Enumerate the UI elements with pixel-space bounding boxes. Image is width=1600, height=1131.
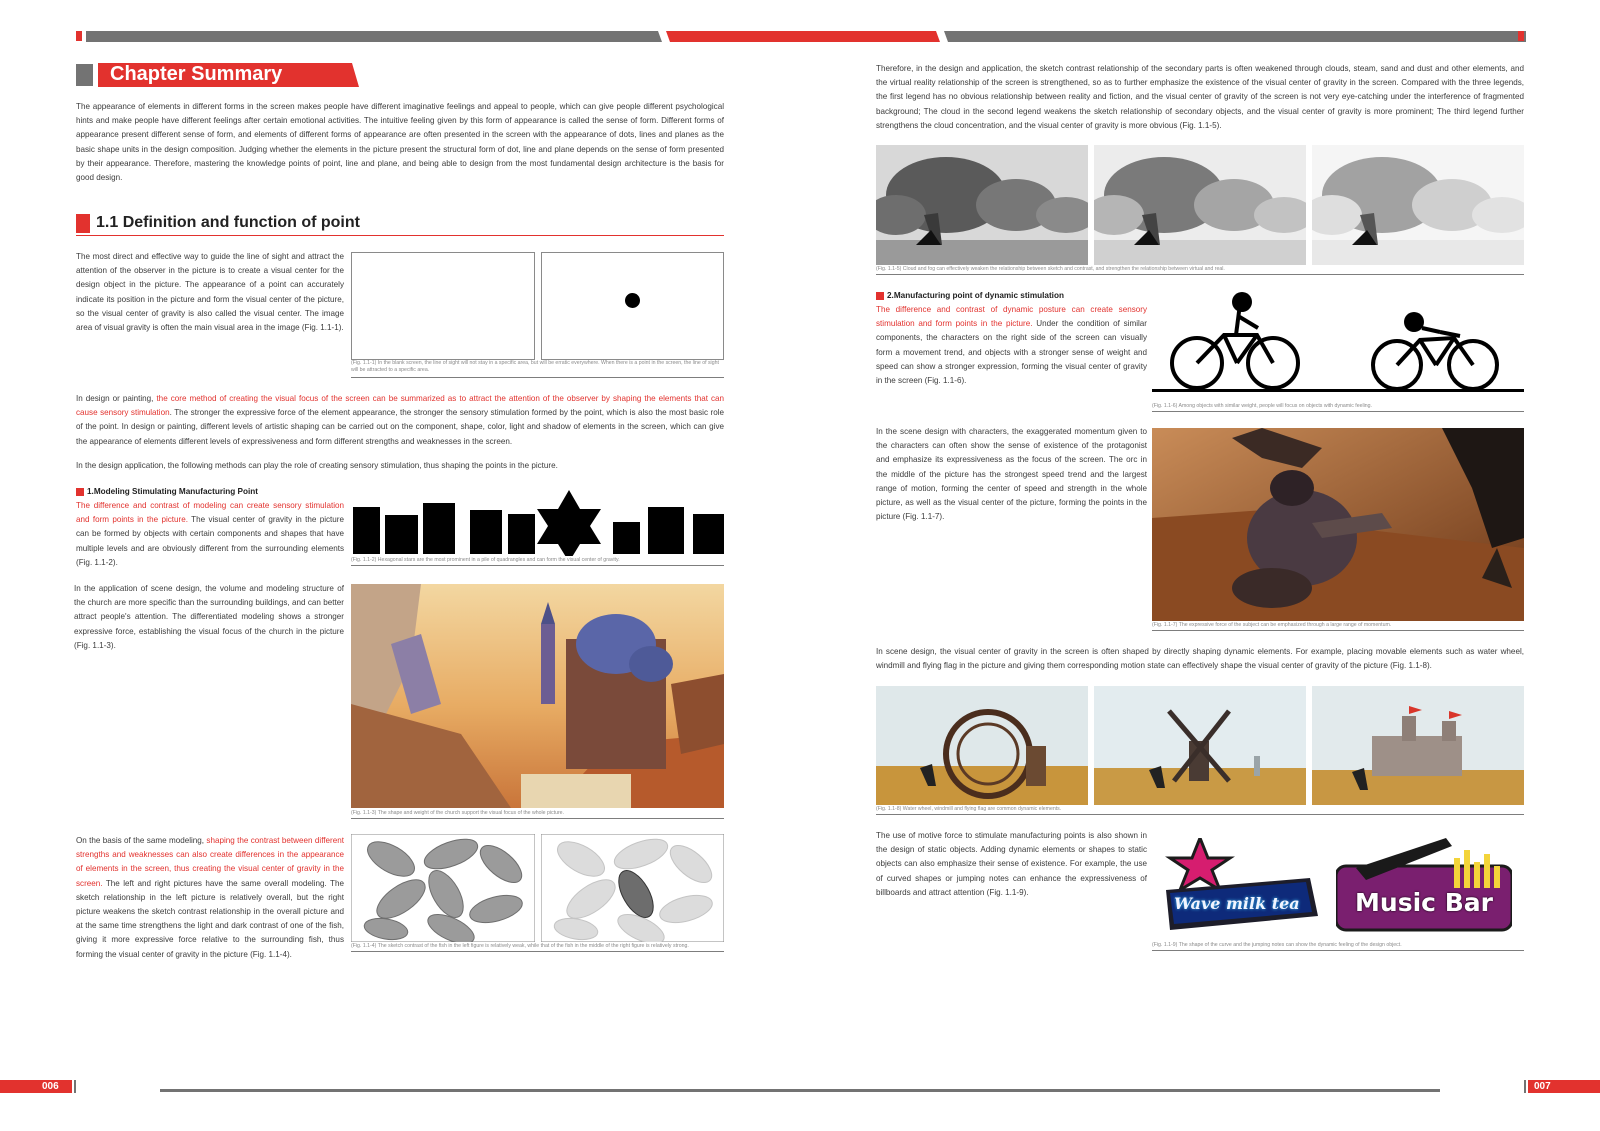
fig-1-5-tree-panel-1 [876, 145, 1088, 265]
chapter-title: Chapter Summary [110, 63, 283, 85]
fig-1-7-caption-rule [1152, 630, 1524, 631]
contrast-text-a: On the basis of the same modeling, [76, 836, 207, 845]
subsection2-text: Under the condition of similar components, the characters on the right side of the screen can visually form a movement trend, and objects with a stronger sense of weight and speed can show a stronger expression, forming the visual center of gravity in the screen (Fig. 1.1-6). [876, 319, 1147, 386]
dynamic-elements-paragraph: In scene design, the visual center of gravity in the screen is often shaped by directly shaping dynamic elements. For example, placing movable elements such as water wheel, windmill and flying flag in the picture and giving them corresponding motion state can effectively shape the visual center of gravity of the picture (Fig. 1.1-8). [876, 647, 1524, 671]
fig-1-8-castle-flags [1312, 686, 1524, 805]
core-method-text-b: . The stronger the expressive force of the element appearance, the stronger the sensory stimulation formed by the point, which is also the most basic role of the point. In design or painting, different levels of artistic shaping can be carried out on the component, shape, color, light and shadow of elements in the screen, which can give the appearance of elements different levels of expressiveness and form different strengths and weaknesses in the screen. [76, 408, 725, 446]
fig-1-7-caption: (Fig. 1.1-7) The expressive force of the subject can be emphasized through a large range of momentum. [1152, 622, 1392, 628]
subsection2-highlight: The difference and contrast of dynamic posture can create sensory stimulation and form points in the picture. [876, 305, 1147, 329]
quad-shape [508, 514, 535, 554]
subsection2-marker [876, 292, 884, 300]
subsection1-highlight: The difference and contrast of modeling can create sensory stimulation and form points in the picture. [76, 501, 344, 525]
subsection1-paragraph [76, 499, 344, 570]
fig-1-6-bicycles [1152, 290, 1524, 400]
methods-intro-paragraph: In the design application, the following methods can play the role of creating sensory stimulation, thus shaping the points in the picture. [76, 461, 558, 470]
focal-point-dot [625, 293, 640, 308]
bicycle-upright [1172, 304, 1298, 388]
bicycle-leaning [1373, 328, 1497, 389]
quad-shape [423, 503, 455, 554]
page-number-left-tick [74, 1080, 76, 1093]
quad-shape [353, 507, 380, 554]
subsection1-title: 1.Modeling Stimulating Manufacturing Point [87, 487, 259, 496]
fig-1-1-caption: (Fig. 1.1-1) In the blank screen, the line of sight will not stay in a specific area, but will be erratic everywhere. When there is a point in the screen, the line of sight will be attracted to a specific area. [351, 360, 719, 373]
core-method-text-a: In design or painting, [76, 394, 157, 403]
top-header-bar [86, 31, 1526, 42]
fig-1-7-orc-illustration [1152, 428, 1524, 621]
chapter-summary-text: The appearance of elements in different forms in the screen makes people have different imaginative feelings and appeal to people, which can give people different psychological hints and make people have different feelings after certain emotional activities. The intuitive feeling given by this form of appearance is called the sense of form. Different forms of appearance present different sense of form, and elements of different forms of appearance are often presented in the screen with the appearance of dots, lines and planes as the basic shape units in the design composition. Judging whether the elements in the picture present the structural form of dot, line and plane depends on the sense of form presented by their appearance. Therefore, mastering the knowledge points of point, line and plane, and being able to design from the most fundamental design architecture is the basis for good design. [76, 102, 724, 183]
rider-head-leaning [1404, 312, 1424, 332]
page-number-right: 007 [1534, 1081, 1551, 1092]
wave-milk-tea-text: Wave milk tea [1174, 894, 1300, 913]
section-title-underline [76, 235, 724, 236]
quad-shape [385, 515, 418, 554]
fig-1-4-caption-rule [351, 951, 724, 952]
contrast-highlight: shaping the contrast between different strengths and weaknesses can also create differences in the appearance of elements in the screen, thus creating the visual center of gravity in the screen. [76, 836, 344, 888]
music-bar-text: Music Bar [1355, 888, 1493, 917]
fig-1-6-caption: (Fig. 1.1-6) Among objects with similar weight, people will focus on objects with dynamic feeling. [1152, 403, 1372, 409]
page-number-left: 006 [42, 1081, 59, 1092]
fig-1-2-caption-rule [351, 565, 724, 566]
section-title-marker [76, 214, 90, 233]
chapter-title-marker [76, 64, 93, 86]
quad-shape [648, 507, 684, 554]
fig-1-3-church-illustration [351, 584, 724, 808]
fig-1-4-fish-right [541, 834, 724, 942]
fig-1-4-caption: (Fig. 1.1-4) The sketch contrast of the fish in the left figure is relatively weak, while that of the fish in the middle of the right figure is relatively strong. [351, 943, 689, 949]
quad-shape [693, 514, 724, 554]
contrast-text-b: The left and right pictures have the same overall modeling. The sketch relationship in the left picture is relatively overall, but the right picture weakens the sketch contrast relationship in the overall picture and at the same time strengthens the light and dark contrast of one of the fish, giving it more expressive force relative to the surrounding fish, thus forming the visual center of gravity in the picture (Fig. 1.1-4). [76, 878, 344, 959]
fig-1-1-blank-frame [351, 252, 535, 360]
fig-1-2-shapes [351, 490, 724, 556]
subsection1-text: The visual center of gravity in the picture can be formed by objects with certain components and shapes that have multiple levels and are obviously different from the surrounding elements (Fig. 1.1-2). [76, 515, 344, 567]
rider-head-upright [1232, 292, 1252, 312]
quad-shape [470, 510, 502, 554]
church-paragraph: In the application of scene design, the volume and modeling structure of the church are more specific than the surrounding buildings, and can better attract people's attention. The differentiated modeling shows a stronger expressive force, establishing the visual focus of the church in the picture (Fig. 1.1-3). [74, 584, 344, 650]
footer-rule [160, 1089, 1440, 1092]
top-accent-left [76, 31, 82, 41]
core-method-highlight: the core method of creating the visual focus of the screen can be summarized as to attract the attention of the observer by shaping the elements that can cause sensory stimulation [76, 394, 724, 418]
cloud-paragraph: Therefore, in the design and application, the sketch contrast relationship of the secondary parts is often weakened through clouds, steam, sand and dust and other elements, and the virtual reality relationship of the screen is strengthened, so as to further emphasize the existence of the visual center of gravity in the screen. Compared with the three legends, the first legend has no obvious relationship between reality and fiction, and the visual center of gravity of the screen is not very eye-catching under the interference of fragmented background; The cloud in the second legend weakens the sketch relationship of secondary objects, and the visual center of gravity is more prominent; The third legend further strengthens the cloud concentration, and the visual center of gravity is more obvious (Fig. 1.1-5). [876, 64, 1524, 130]
subsection2-title: 2.Manufacturing point of dynamic stimulation [887, 291, 1064, 300]
hexagram-star [537, 490, 601, 556]
top-accent-right [1518, 31, 1524, 41]
fig-1-5-tree-panel-3 [1312, 145, 1524, 265]
fig-1-2-caption: (Fig. 1.1-2) Hexagonal stars are the most prominent in a pile of quadrangles and can form the visual center of gravity. [351, 557, 620, 563]
fig-1-9-caption: (Fig. 1.1-9) The shape of the curve and the jumping notes can show the dynamic feeling of the design object. [1152, 942, 1402, 948]
momentum-paragraph: In the scene design with characters, the exaggerated momentum given to the characters can often show the sense of existence of the protagonist and emphasize its expressiveness as the focus of the screen. The orc in the middle of the picture has the strongest speed trend and the largest range of motion, forming the center of speed and strength in the whole picture, as well as the visual center of the picture, forming the points in the picture (Fig. 1.1-7). [876, 427, 1147, 522]
music-bar-logo [1336, 838, 1512, 933]
subsection1-marker [76, 488, 84, 496]
fig-1-4-fish-left [351, 834, 535, 942]
fig-1-1-point-frame [541, 252, 724, 360]
section-title: 1.1 Definition and function of point [96, 214, 360, 231]
fig-1-3-caption: (Fig. 1.1-3) The shape and weight of the church support the visual focus of the whole picture. [351, 810, 565, 816]
point-intro-paragraph: The most direct and effective way to guide the line of sight and attract the attention of the observer in the picture is to create a visual center for the design object in the picture. The appearance of a point can accurately indicate its position in the picture and form the visual center of the picture, so the visual center of gravity is also called the visual center. The image area of visual gravity is often the main visual area in the image (Fig. 1.1-1). [76, 252, 344, 333]
page-number-left-bg [0, 1080, 72, 1093]
page-number-right-tick [1524, 1080, 1526, 1093]
ground-line [1152, 389, 1524, 392]
fig-1-5-tree-panel-2 [1094, 145, 1306, 265]
fig-1-8-windmill [1094, 686, 1306, 805]
wave-milk-tea-logo [1160, 838, 1320, 933]
fig-1-8-water-wheel [876, 686, 1088, 805]
fig-1-8-caption-rule [876, 814, 1524, 815]
motive-force-paragraph: The use of motive force to stimulate manufacturing points is also shown in the design of static objects. Adding dynamic elements or shapes to static objects can also emphasize their sense of existence. For example, the use of curved shapes or jumping notes can enhance the expressiveness of billboards and attract attention (Fig. 1.1-9). [876, 831, 1147, 897]
contrast-paragraph [76, 834, 344, 962]
fig-1-5-caption: (Fig. 1.1-5) Cloud and fog can effectively weaken the relationship between sketch and contrast, and strengthen the relationship between virtual and real. [876, 266, 1225, 272]
fig-1-9-caption-rule [1152, 950, 1524, 951]
fig-1-1-caption-rule [351, 377, 724, 378]
quad-shape [613, 522, 640, 554]
fig-1-8-caption: (Fig. 1.1-8) Water wheel, windmill and flying flag are common dynamic elements. [876, 806, 1062, 812]
subsection2-paragraph [876, 303, 1147, 388]
fig-1-3-caption-rule [351, 818, 724, 819]
fig-1-6-caption-rule [1152, 411, 1524, 412]
core-method-paragraph [76, 392, 724, 449]
fig-1-5-caption-rule [876, 274, 1524, 275]
